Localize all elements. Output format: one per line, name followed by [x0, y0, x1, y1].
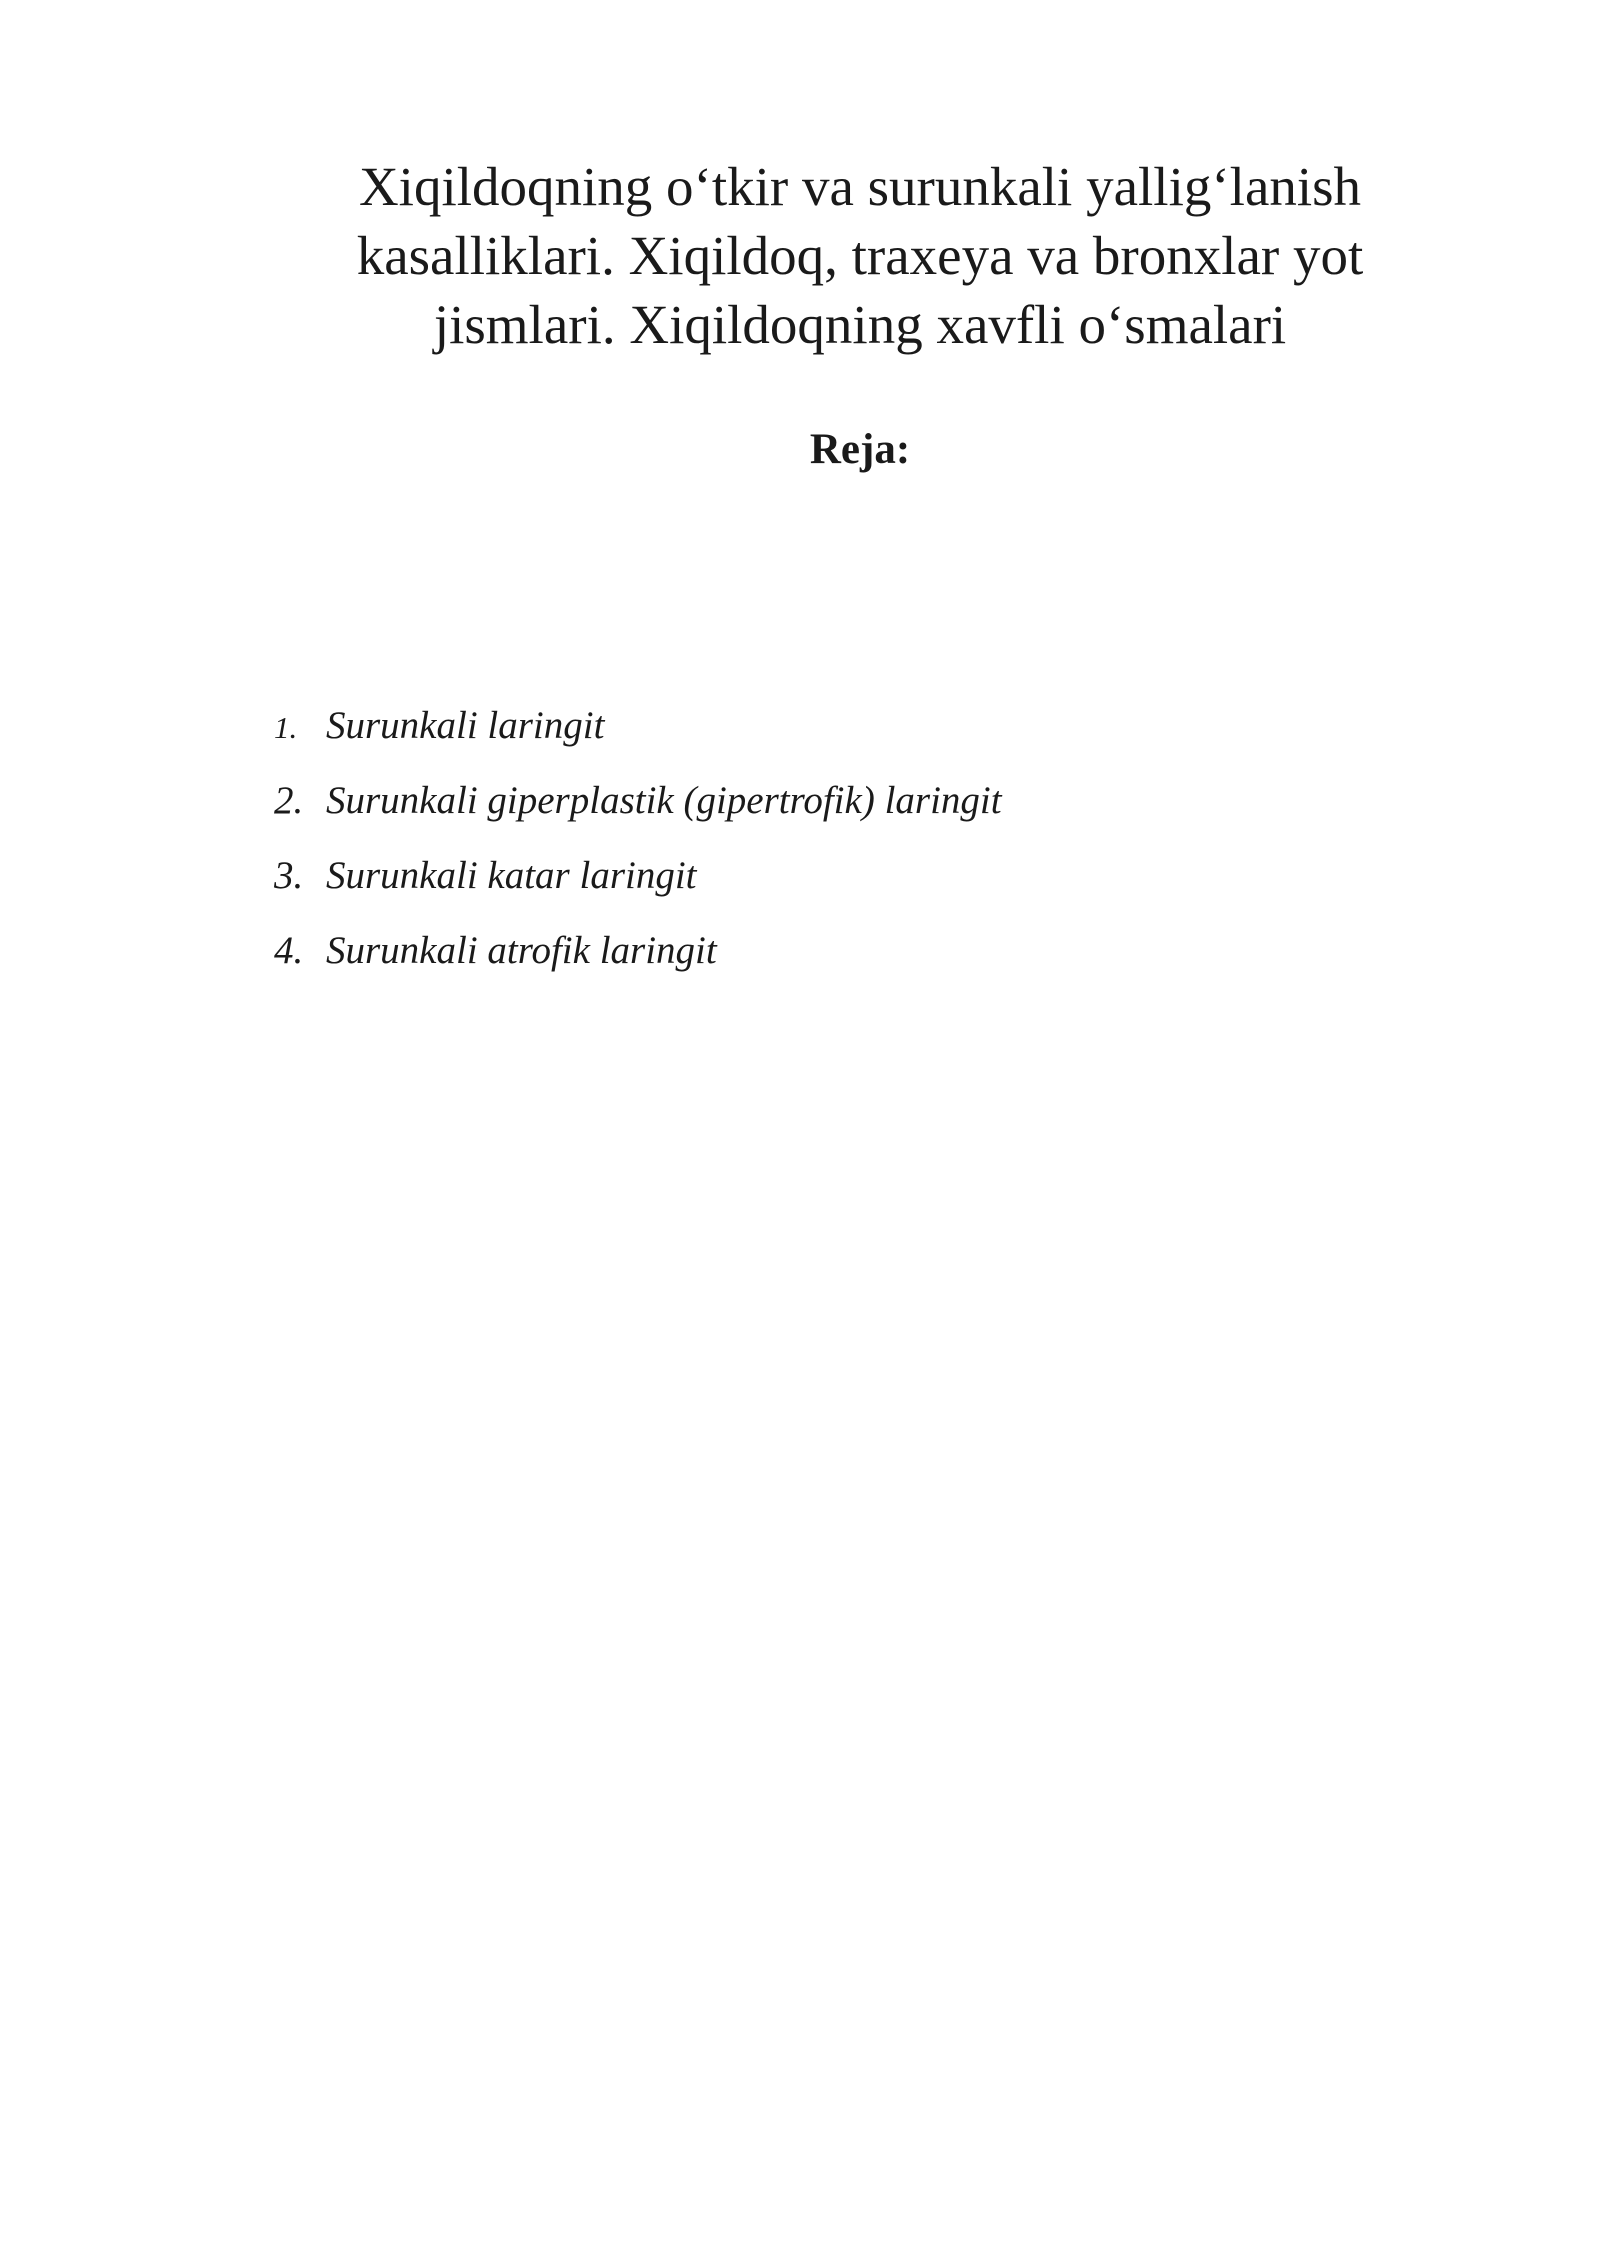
- plan-item-number: 3.: [274, 854, 304, 897]
- plan-heading: Reja:: [809, 426, 911, 473]
- plan-item: [274, 925, 1002, 1000]
- document-title: [300, 152, 1420, 359]
- title-line: Xiqildoqning o‘tkir va surunkali yallig‘lanish: [358, 156, 1362, 217]
- plan-item-text: Surunkali giperplastik (gipertrofik) laringit: [326, 779, 1002, 822]
- plan-item-text: Surunkali katar laringit: [326, 854, 697, 897]
- title-line: kasalliklari. Xiqildoq, traxeya va bronxlar yot: [356, 225, 1364, 286]
- plan-item-number: 4.: [274, 929, 304, 972]
- plan-item: [274, 775, 1002, 850]
- plan-item-number: 1.: [274, 710, 298, 745]
- plan-item-text: Surunkali laringit: [326, 704, 605, 747]
- plan-item: [274, 700, 1002, 775]
- plan-item-text: Surunkali atrofik laringit: [326, 929, 717, 972]
- title-line: jismlari. Xiqildoqning xavfli o‘smalari: [433, 294, 1287, 355]
- plan-item: [274, 850, 1002, 925]
- plan-item-number: 2.: [274, 779, 304, 822]
- plan-list: [274, 700, 1002, 1000]
